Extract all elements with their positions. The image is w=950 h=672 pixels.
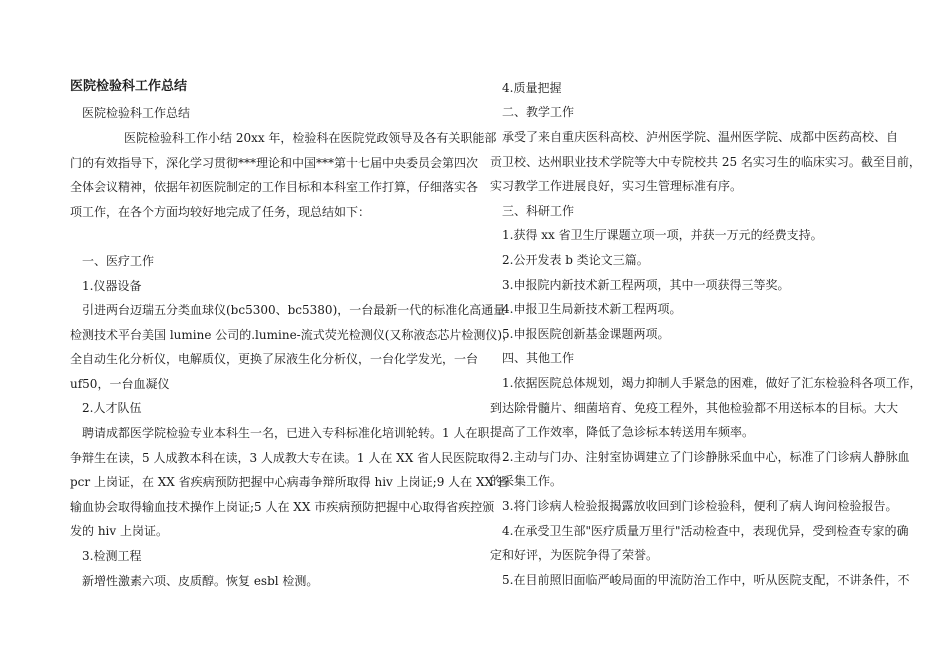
item1-line-4: uf50，一台血凝仪 — [70, 377, 170, 391]
section-heading-3: 三、科研工作 — [502, 204, 575, 218]
section-heading-4: 四、其他工作 — [502, 351, 575, 365]
item-heading-3: 3.检测工程 — [82, 549, 142, 563]
item2-line-4: 输血协会取得输血技术操作上岗证;5 人在 XX 市疾病预防把握中心取得省疾控颁 — [70, 500, 495, 514]
other1-line-3: 提高了工作效率，降低了急诊标本转送用车频率。 — [490, 425, 755, 439]
other4-line-1: 4.在承受卫生部"医疗质量万里行"活动检查中，表现优异，受到检查专家的确 — [502, 524, 909, 538]
item-heading-1: 1.仪器设备 — [82, 279, 142, 293]
teach-line-3: 实习教学工作进展良好，实习生管理标准有序。 — [490, 179, 743, 193]
other3-line-1: 3.将门诊病人检验报揭露放收回到门诊检验科，便利了病人询问检验报告。 — [502, 499, 898, 513]
item1-line-3: 全自动生化分析仪，电解质仪，更换了尿液生化分析仪，一台化学发光，一台 — [70, 352, 479, 366]
other4-line-2: 定和好评，为医院争得了荣誉。 — [490, 548, 659, 562]
intro-line-3: 全体会议精神，依据年初医院制定的工作目标和本科室工作打算，仔细落实各 — [70, 180, 479, 194]
intro-line-2: 门的有效指导下，深化学习贯彻***理论和中国***第十七届中央委员会第四次 — [70, 156, 479, 170]
item2-line-3: pcr 上岗证，在 XX 省疾病预防把握中心病毒争辩所取得 hiv 上岗证;9 人在 XX 省 — [70, 475, 509, 489]
document-title: 医院检验科工作总结 — [70, 79, 188, 94]
item3-line-1: 新增性激素六项、皮质醇。恢复 esbl 检测。 — [82, 574, 319, 588]
teach-line-1: 承受了来自重庆医科高校、泸州医学院、温州医学院、成都中医药高校、自 — [502, 130, 899, 144]
section-heading-1: 一、医疗工作 — [82, 254, 155, 268]
other2-line-2: 的采集工作。 — [490, 474, 563, 488]
research-item-4: 4.申报卫生局新技术新工程两项。 — [502, 302, 682, 316]
teach-line-2: 贡卫校、达州职业技术学院等大中专院校共 25 名实习生的临床实习。截至目前， — [490, 155, 921, 169]
item1-line-2: 检测技术平台美国 lumine 公司的.lumine-流式荧光检测仪(又称液态芯片检测仪)， — [70, 328, 515, 342]
intro-line-1: 医院检验科工作小结 20xx 年，检验科在医院党政领导及各有关职能部 — [124, 131, 497, 145]
research-item-2: 2.公开发表 b 类论文三篇。 — [502, 253, 649, 267]
intro-line-4: 项工作，在各个方面均较好地完成了任务，现总结如下： — [70, 205, 371, 219]
item2-line-1: 聘请成都医学院检验专业本科生一名，已进入专科标准化培训轮转。1 人在职 — [82, 426, 490, 440]
research-item-1: 1.获得 xx 省卫生厅课题立项一项，并获一万元的经费支持。 — [502, 228, 823, 242]
item2-line-5: 发的 hiv 上岗证。 — [70, 524, 168, 538]
research-item-3: 3.申报院内新技术新工程两项，其中一项获得三等奖。 — [502, 278, 790, 292]
other2-line-1: 2.主动与门办、注射室协调建立了门诊静脉采血中心，标准了门诊病人静脉血 — [502, 450, 910, 464]
other1-line-2: 到达除骨髓片、细菌培育、免疫工程外，其他检验都不用送标本的目标。大大 — [490, 401, 899, 415]
other1-line-1: 1.依据医院总体规划，竭力抑制人手紧急的困难，做好了汇东检验科各项工作， — [502, 376, 922, 390]
subtitle: 医院检验科工作总结 — [82, 106, 191, 120]
section-heading-2: 二、教学工作 — [502, 105, 575, 119]
item-heading-4: 4.质量把握 — [502, 81, 562, 95]
item1-line-1: 引进两台迈瑞五分类血球仪(bc5300、bc5380)，一台最新一代的标准化高通量 — [82, 303, 506, 317]
item-heading-2: 2.人才队伍 — [82, 401, 142, 415]
item2-line-2: 争辩生在读，5 人成教本科在读，3 人成教大专在读。1 人在 XX 省人民医院取得 — [70, 451, 502, 465]
other5-line-1: 5.在目前照旧面临严峻局面的甲流防治工作中，听从医院支配，不讲条件，不 — [502, 573, 910, 587]
research-item-5: 5.申报医院创新基金课题两项。 — [502, 327, 670, 341]
